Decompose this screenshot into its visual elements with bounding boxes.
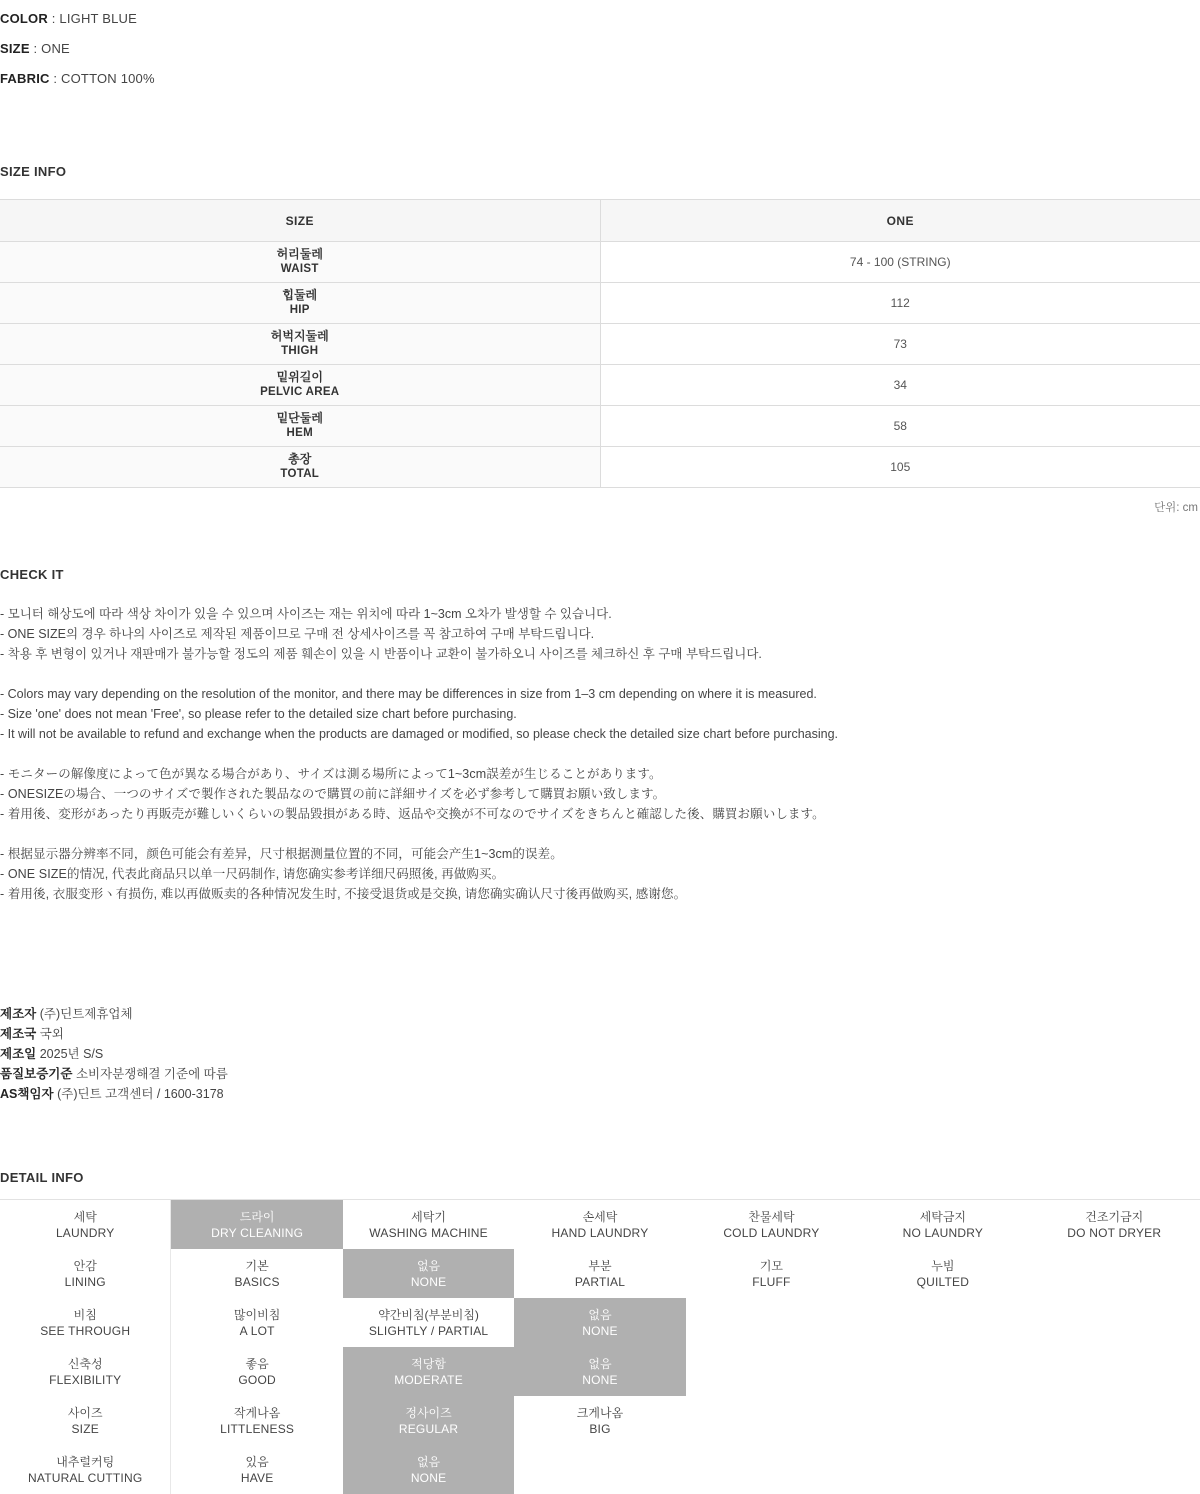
detail-cell[interactable] xyxy=(0,1298,170,1347)
cell-ko: 없음 xyxy=(416,1258,441,1273)
cell-ko: 기모 xyxy=(759,1258,784,1273)
detail-cell[interactable] xyxy=(343,1396,514,1445)
notice-line: - 모니터 해상도에 따라 색상 차이가 있을 수 있으며 사이즈는 재는 위치에 따라 1~3cm 오차가 발생할 수 있습니다. xyxy=(0,607,612,621)
cell-ko: 많이비침 xyxy=(233,1307,281,1322)
cell-ko: 세탁 xyxy=(73,1209,97,1224)
cell-ko: 없음 xyxy=(588,1356,612,1371)
detail-cell[interactable] xyxy=(514,1249,685,1298)
maker-value: 2025년 S/S xyxy=(39,1047,104,1061)
cell-ko: 손세탁 xyxy=(582,1209,618,1224)
spec-line-size xyxy=(0,34,1200,64)
maker-line-as xyxy=(0,1084,1200,1104)
detail-cell-empty xyxy=(1029,1298,1200,1347)
cell-en: A LOT xyxy=(239,1323,275,1338)
detail-cell[interactable] xyxy=(514,1347,685,1396)
detail-cell[interactable] xyxy=(0,1445,170,1494)
detail-cell-empty xyxy=(1029,1249,1200,1298)
cell-en: BASICS xyxy=(234,1274,280,1289)
cell-en: LITTLENESS xyxy=(220,1421,295,1436)
detail-cell[interactable] xyxy=(343,1298,514,1347)
detail-cell-empty xyxy=(857,1298,1028,1347)
cell-en: HAVE xyxy=(240,1470,274,1485)
cell-ko: 좋음 xyxy=(245,1356,269,1371)
size-table-header-one: ONE xyxy=(600,200,1200,242)
detail-cell[interactable] xyxy=(514,1200,685,1249)
cell-en: LAUNDRY xyxy=(55,1225,115,1240)
detail-column-cold-laundry xyxy=(686,1200,857,1494)
label-en: HEM xyxy=(286,427,313,439)
cell-en: SIZE xyxy=(71,1421,99,1436)
cell-en: SEE THROUGH xyxy=(40,1323,131,1338)
spec-key-color: COLOR xyxy=(0,11,48,26)
cell-ko: 세탁기 xyxy=(411,1209,446,1224)
detail-info-title: DETAIL INFO xyxy=(0,1170,84,1185)
cell-en: REGULAR xyxy=(398,1421,459,1436)
size-table-body xyxy=(0,242,1200,488)
spec-value-fabric: : COTTON 100% xyxy=(53,71,155,86)
cell-ko: 정사이즈 xyxy=(405,1405,452,1420)
detail-cell[interactable] xyxy=(686,1200,857,1249)
table-row xyxy=(0,324,1200,365)
size-table-header-size: SIZE xyxy=(0,200,600,242)
size-table-head xyxy=(0,200,1200,242)
size-info-title: SIZE INFO xyxy=(0,164,67,179)
cell-en: FLEXIBILITY xyxy=(49,1372,122,1387)
size-row-value-thigh: 73 xyxy=(600,324,1200,365)
detail-cell[interactable] xyxy=(171,1298,342,1347)
detail-cell[interactable] xyxy=(1029,1200,1200,1249)
cell-ko: 신축성 xyxy=(67,1356,103,1371)
maker-value: 소비자분쟁해결 기준에 따름 xyxy=(75,1067,228,1081)
detail-cell[interactable] xyxy=(857,1200,1028,1249)
size-row-label-hem xyxy=(0,406,600,447)
detail-cell[interactable] xyxy=(171,1347,342,1396)
check-it-title: CHECK IT xyxy=(0,567,64,582)
cell-ko: 없음 xyxy=(416,1454,441,1469)
label-ko: 밑단둘레 xyxy=(276,411,323,425)
notice-line: - ONE SIZE的情况, 代表此商品只以单一尺码制作, 请您确实参考详细尺码照後, 再做购买。 xyxy=(0,867,505,881)
size-info-table xyxy=(0,199,1200,488)
cell-en: NO LAUNDRY xyxy=(902,1225,984,1240)
cell-en: WASHING MACHINE xyxy=(369,1225,488,1240)
cell-ko: 누빔 xyxy=(931,1258,955,1273)
cell-en: NONE xyxy=(410,1470,447,1485)
table-header-row xyxy=(0,200,1200,242)
detail-cell-empty xyxy=(1029,1347,1200,1396)
label-en: HIP xyxy=(289,304,310,316)
notice-group-jp xyxy=(0,764,1200,824)
size-row-value-pelvic: 34 xyxy=(600,365,1200,406)
cell-ko: 안감 xyxy=(73,1258,97,1273)
cell-en: NONE xyxy=(410,1274,447,1289)
label-ko: 밑위길이 xyxy=(276,370,323,384)
notice-line: - Size 'one' does not mean 'Free', so please refer to the detailed size chart before purchasing. xyxy=(0,707,517,721)
cell-en: HAND LAUNDRY xyxy=(551,1225,649,1240)
cell-en: NATURAL CUTTING xyxy=(28,1470,143,1485)
label-ko: 총장 xyxy=(288,452,312,466)
cell-en: DO NOT DRYER xyxy=(1067,1225,1162,1240)
maker-value: 국외 xyxy=(39,1027,64,1041)
notice-line: - モニターの解像度によって色が異なる場合があり、サイズは測る場所によって1~3cm誤差が生じることがあります。 xyxy=(0,767,662,781)
spec-value-color: : LIGHT BLUE xyxy=(51,11,138,26)
notice-line: - 根据显示器分辨率不同，颜色可能会有差异，尺寸根据测量位置的不同，可能会产生1~3cm的误差。 xyxy=(0,847,563,861)
label-ko: 허리둘레 xyxy=(276,247,323,261)
notice-line: - 착용 후 변형이 있거나 재판매가 불가능할 정도의 제품 훼손이 있을 시 반품이나 교환이 불가하오니 사이즈를 체크하신 후 구매 부탁드립니다. xyxy=(0,647,762,661)
detail-cell[interactable] xyxy=(0,1396,170,1445)
detail-cell-empty xyxy=(514,1445,685,1494)
cell-en: DRY CLEANING xyxy=(211,1225,304,1240)
size-row-label-hip xyxy=(0,283,600,324)
cell-ko: 비침 xyxy=(73,1307,97,1322)
notice-line: - 着用後, 衣服变形ヽ有损伤, 难以再做贩卖的各种情况发生时, 不接受退货或是交换, 请您确实确认尺寸後再做购买, 感谢您。 xyxy=(0,887,687,901)
maker-key: 품질보증기준 xyxy=(0,1067,73,1081)
cell-ko: 세탁금지 xyxy=(919,1209,967,1224)
detail-cell-empty xyxy=(857,1396,1028,1445)
spec-line-fabric xyxy=(0,64,1200,94)
maker-key: 제조국 xyxy=(0,1027,37,1041)
detail-cell-empty xyxy=(686,1347,857,1396)
cell-en: FLUFF xyxy=(752,1274,791,1289)
cell-en: MODERATE xyxy=(394,1372,463,1387)
size-row-value-waist: 74 - 100 (STRING) xyxy=(600,242,1200,283)
maker-key: 제조자 xyxy=(0,1007,37,1021)
cell-ko: 있음 xyxy=(245,1454,269,1469)
detail-cell[interactable] xyxy=(343,1249,514,1298)
maker-line-warranty xyxy=(0,1064,1200,1084)
detail-cell[interactable] xyxy=(171,1396,342,1445)
product-spec-block xyxy=(0,0,1200,94)
table-row xyxy=(0,365,1200,406)
cell-en: COLD LAUNDRY xyxy=(723,1225,820,1240)
maker-info-block xyxy=(0,1004,1200,1104)
detail-cell[interactable] xyxy=(343,1200,514,1249)
spec-key-fabric: FABRIC xyxy=(0,71,50,86)
detail-column-hand-laundry xyxy=(514,1200,685,1494)
maker-line-date xyxy=(0,1044,1200,1064)
detail-cell[interactable] xyxy=(0,1347,170,1396)
detail-cell[interactable] xyxy=(171,1200,342,1249)
cell-en: LINING xyxy=(64,1274,106,1289)
detail-column-washing-machine xyxy=(343,1200,514,1494)
maker-line-country xyxy=(0,1024,1200,1044)
maker-value: (주)딘트 고객센터 / 1600-3178 xyxy=(57,1087,224,1101)
detail-cell-empty xyxy=(686,1445,857,1494)
notice-group-en xyxy=(0,684,1200,744)
detail-cell[interactable] xyxy=(171,1445,342,1494)
detail-info-grid xyxy=(0,1199,1200,1494)
notice-line: - It will not be available to refund and exchange when the products are damaged or modified, so please check the detailed size chart before purchasing. xyxy=(0,727,839,741)
cell-en: SLIGHTLY / PARTIAL xyxy=(368,1323,489,1338)
cell-ko: 적당함 xyxy=(411,1356,446,1371)
notice-line: - Colors may vary depending on the resolution of the monitor, and there may be differences in size from 1–3 cm depending on where it is measured. xyxy=(0,687,817,701)
maker-key: 제조일 xyxy=(0,1047,37,1061)
detail-cell-empty xyxy=(1029,1445,1200,1494)
maker-key: AS책임자 xyxy=(0,1087,54,1101)
cell-ko: 드라이 xyxy=(239,1209,275,1224)
label-en: TOTAL xyxy=(280,468,320,480)
notice-group-cn xyxy=(0,844,1200,904)
cell-en: NONE xyxy=(582,1372,618,1387)
detail-cell-empty xyxy=(857,1347,1028,1396)
detail-cell[interactable] xyxy=(0,1200,170,1249)
detail-column-do-not-dryer xyxy=(1029,1200,1200,1494)
notice-line: - ONE SIZE의 경우 하나의 사이즈로 제작된 제품이므로 구매 전 상세사이즈를 꼭 참고하여 구매 부탁드립니다. xyxy=(0,627,595,641)
detail-cell[interactable] xyxy=(514,1396,685,1445)
size-row-label-waist xyxy=(0,242,600,283)
detail-cell-empty xyxy=(1029,1396,1200,1445)
size-row-value-hip: 112 xyxy=(600,283,1200,324)
cell-ko: 건조기금지 xyxy=(1085,1209,1144,1224)
notice-line: - ONESIZEの場合、一つのサイズで製作された製品なので購買の前に詳細サイズを必ず参考して購買お願い致します。 xyxy=(0,787,666,801)
label-en: THIGH xyxy=(281,345,319,357)
cell-ko: 사이즈 xyxy=(67,1405,103,1420)
cell-ko: 작게나옴 xyxy=(233,1405,281,1420)
maker-line-manufacturer xyxy=(0,1004,1200,1024)
detail-cell[interactable] xyxy=(343,1347,514,1396)
cell-en: PARTIAL xyxy=(574,1274,626,1289)
label-en: PELVIC AREA xyxy=(260,386,340,398)
size-row-label-thigh xyxy=(0,324,600,365)
label-ko: 허벅지둘레 xyxy=(270,329,329,343)
table-row xyxy=(0,283,1200,324)
detail-cell-empty xyxy=(686,1396,857,1445)
maker-value: (주)딘트제휴업체 xyxy=(39,1007,133,1021)
detail-cell[interactable] xyxy=(0,1249,170,1298)
detail-cell[interactable] xyxy=(343,1445,514,1494)
table-row xyxy=(0,406,1200,447)
spec-line-color xyxy=(0,4,1200,34)
cell-ko: 약간비침(부분비침) xyxy=(378,1307,479,1322)
size-row-label-total xyxy=(0,447,600,488)
notice-group-ko xyxy=(0,604,1200,664)
label-ko: 힙둘레 xyxy=(282,288,318,302)
size-row-label-pelvic xyxy=(0,365,600,406)
detail-cell[interactable] xyxy=(514,1298,685,1347)
size-row-value-total: 105 xyxy=(600,447,1200,488)
label-en: WAIST xyxy=(280,263,319,275)
cell-ko: 기본 xyxy=(245,1258,269,1273)
detail-cell[interactable] xyxy=(686,1249,857,1298)
notice-line: - 着用後、変形があったり再販売が難しいくらいの製品毀損がある時、返品や交換が不可なのでサイズをきちんと確認した後、購買お願いします。 xyxy=(0,807,825,821)
detail-cell-empty xyxy=(857,1445,1028,1494)
size-unit-note: 단위: cm xyxy=(1154,502,1198,514)
cell-ko: 부분 xyxy=(588,1258,612,1273)
table-row xyxy=(0,447,1200,488)
detail-column-laundry xyxy=(0,1200,171,1494)
cell-ko: 찬물세탁 xyxy=(748,1209,795,1224)
detail-cell-empty xyxy=(686,1298,857,1347)
detail-column-dry-cleaning xyxy=(171,1200,342,1494)
cell-en: QUILTED xyxy=(916,1274,970,1289)
cell-ko: 내추럴커팅 xyxy=(56,1454,115,1469)
cell-ko: 없음 xyxy=(588,1307,612,1322)
table-row xyxy=(0,242,1200,283)
detail-cell[interactable] xyxy=(857,1249,1028,1298)
detail-column-no-laundry xyxy=(857,1200,1028,1494)
cell-en: NONE xyxy=(582,1323,618,1338)
size-row-value-hem: 58 xyxy=(600,406,1200,447)
spec-key-size: SIZE xyxy=(0,41,30,56)
cell-en: BIG xyxy=(589,1421,611,1436)
cell-en: GOOD xyxy=(238,1372,276,1387)
detail-cell[interactable] xyxy=(171,1249,342,1298)
spec-value-size: : ONE xyxy=(33,41,70,56)
cell-ko: 크게나옴 xyxy=(576,1405,624,1420)
